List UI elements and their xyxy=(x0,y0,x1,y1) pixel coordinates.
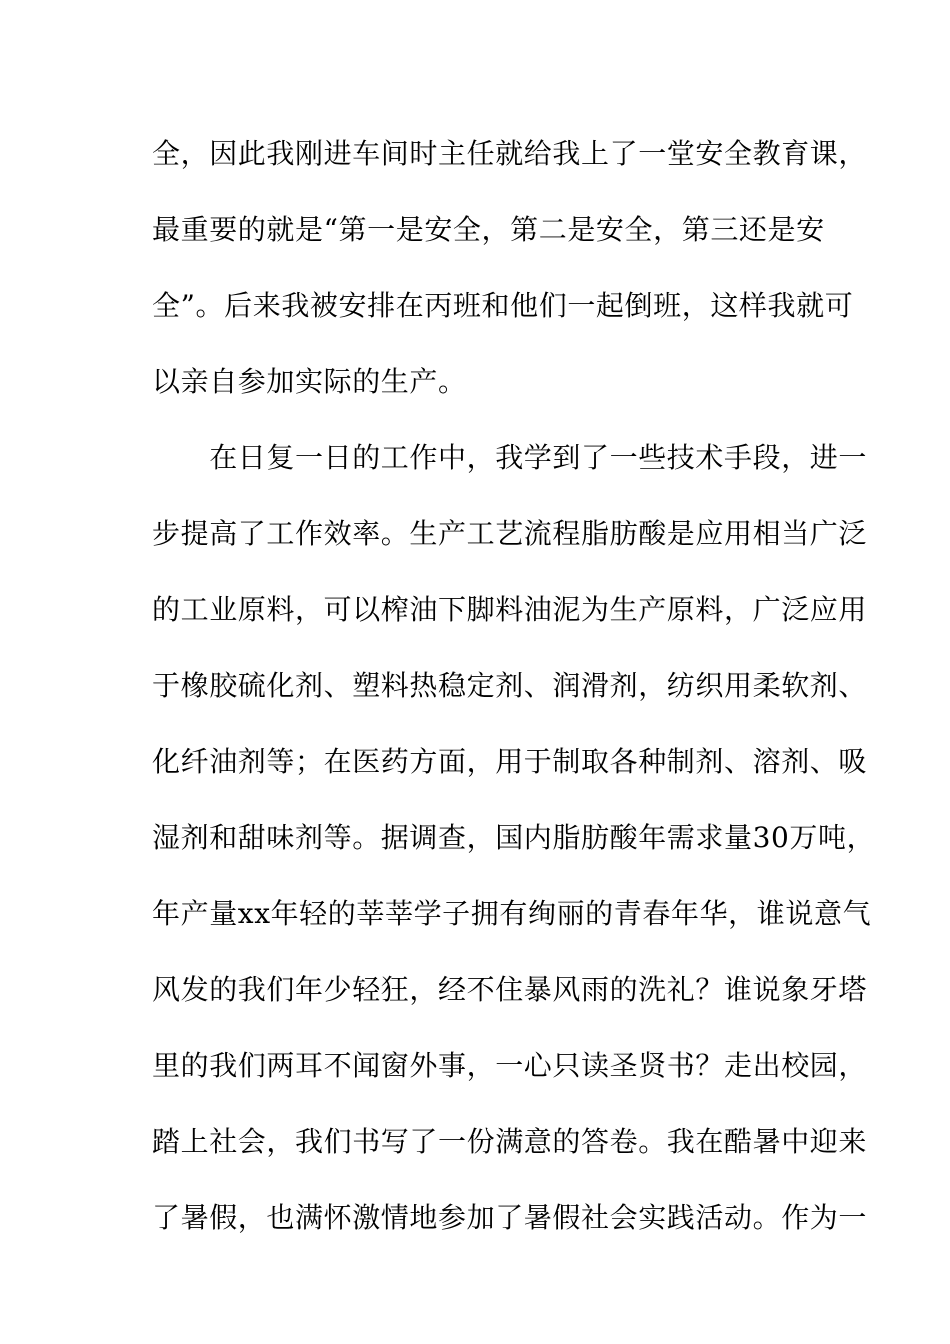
text-line: 以亲自参加实际的生产。 xyxy=(152,365,467,398)
text-line: 全”。后来我被安排在丙班和他们一起倒班，这样我就可 xyxy=(152,289,854,322)
text-line: 年产量xx年轻的莘莘学子拥有绚丽的青春年华，谁说意气 xyxy=(152,897,872,930)
text-line: 踏上社会，我们书写了一份满意的答卷。我在酷暑中迎来 xyxy=(152,1125,868,1158)
text-line: 于橡胶硫化剂、塑料热稳定剂、润滑剂，纺织用柔软剂、 xyxy=(152,669,868,702)
body-text xyxy=(152,124,876,1264)
text-line: 最重要的就是“第一是安全，第二是安全，第三还是安 xyxy=(152,213,825,246)
text-line: 化纤油剂等；在医药方面，用于制取各种制剂、溶剂、吸 xyxy=(152,745,868,778)
text-line: 的工业原料，可以榨油下脚料油泥为生产原料，广泛应用 xyxy=(152,593,868,626)
text-line: 了暑假，也满怀激情地参加了暑假社会实践活动。作为一 xyxy=(152,1201,868,1234)
text-line: 步提高了工作效率。生产工艺流程脂肪酸是应用相当广泛 xyxy=(152,517,868,550)
text-line: 风发的我们年少轻狂，经不住暴风雨的洗礼？谁说象牙塔 xyxy=(152,973,868,1006)
text-line: 里的我们两耳不闻窗外事，一心只读圣贤书？走出校园， xyxy=(152,1049,868,1082)
text-line: 在日复一日的工作中，我学到了一些技术手段，进一 xyxy=(152,441,868,474)
text-line: 全，因此我刚进车间时主任就给我上了一堂安全教育课， xyxy=(152,137,868,170)
text-line: 湿剂和甜味剂等。据调查，国内脂肪酸年需求量30万吨， xyxy=(152,821,876,854)
